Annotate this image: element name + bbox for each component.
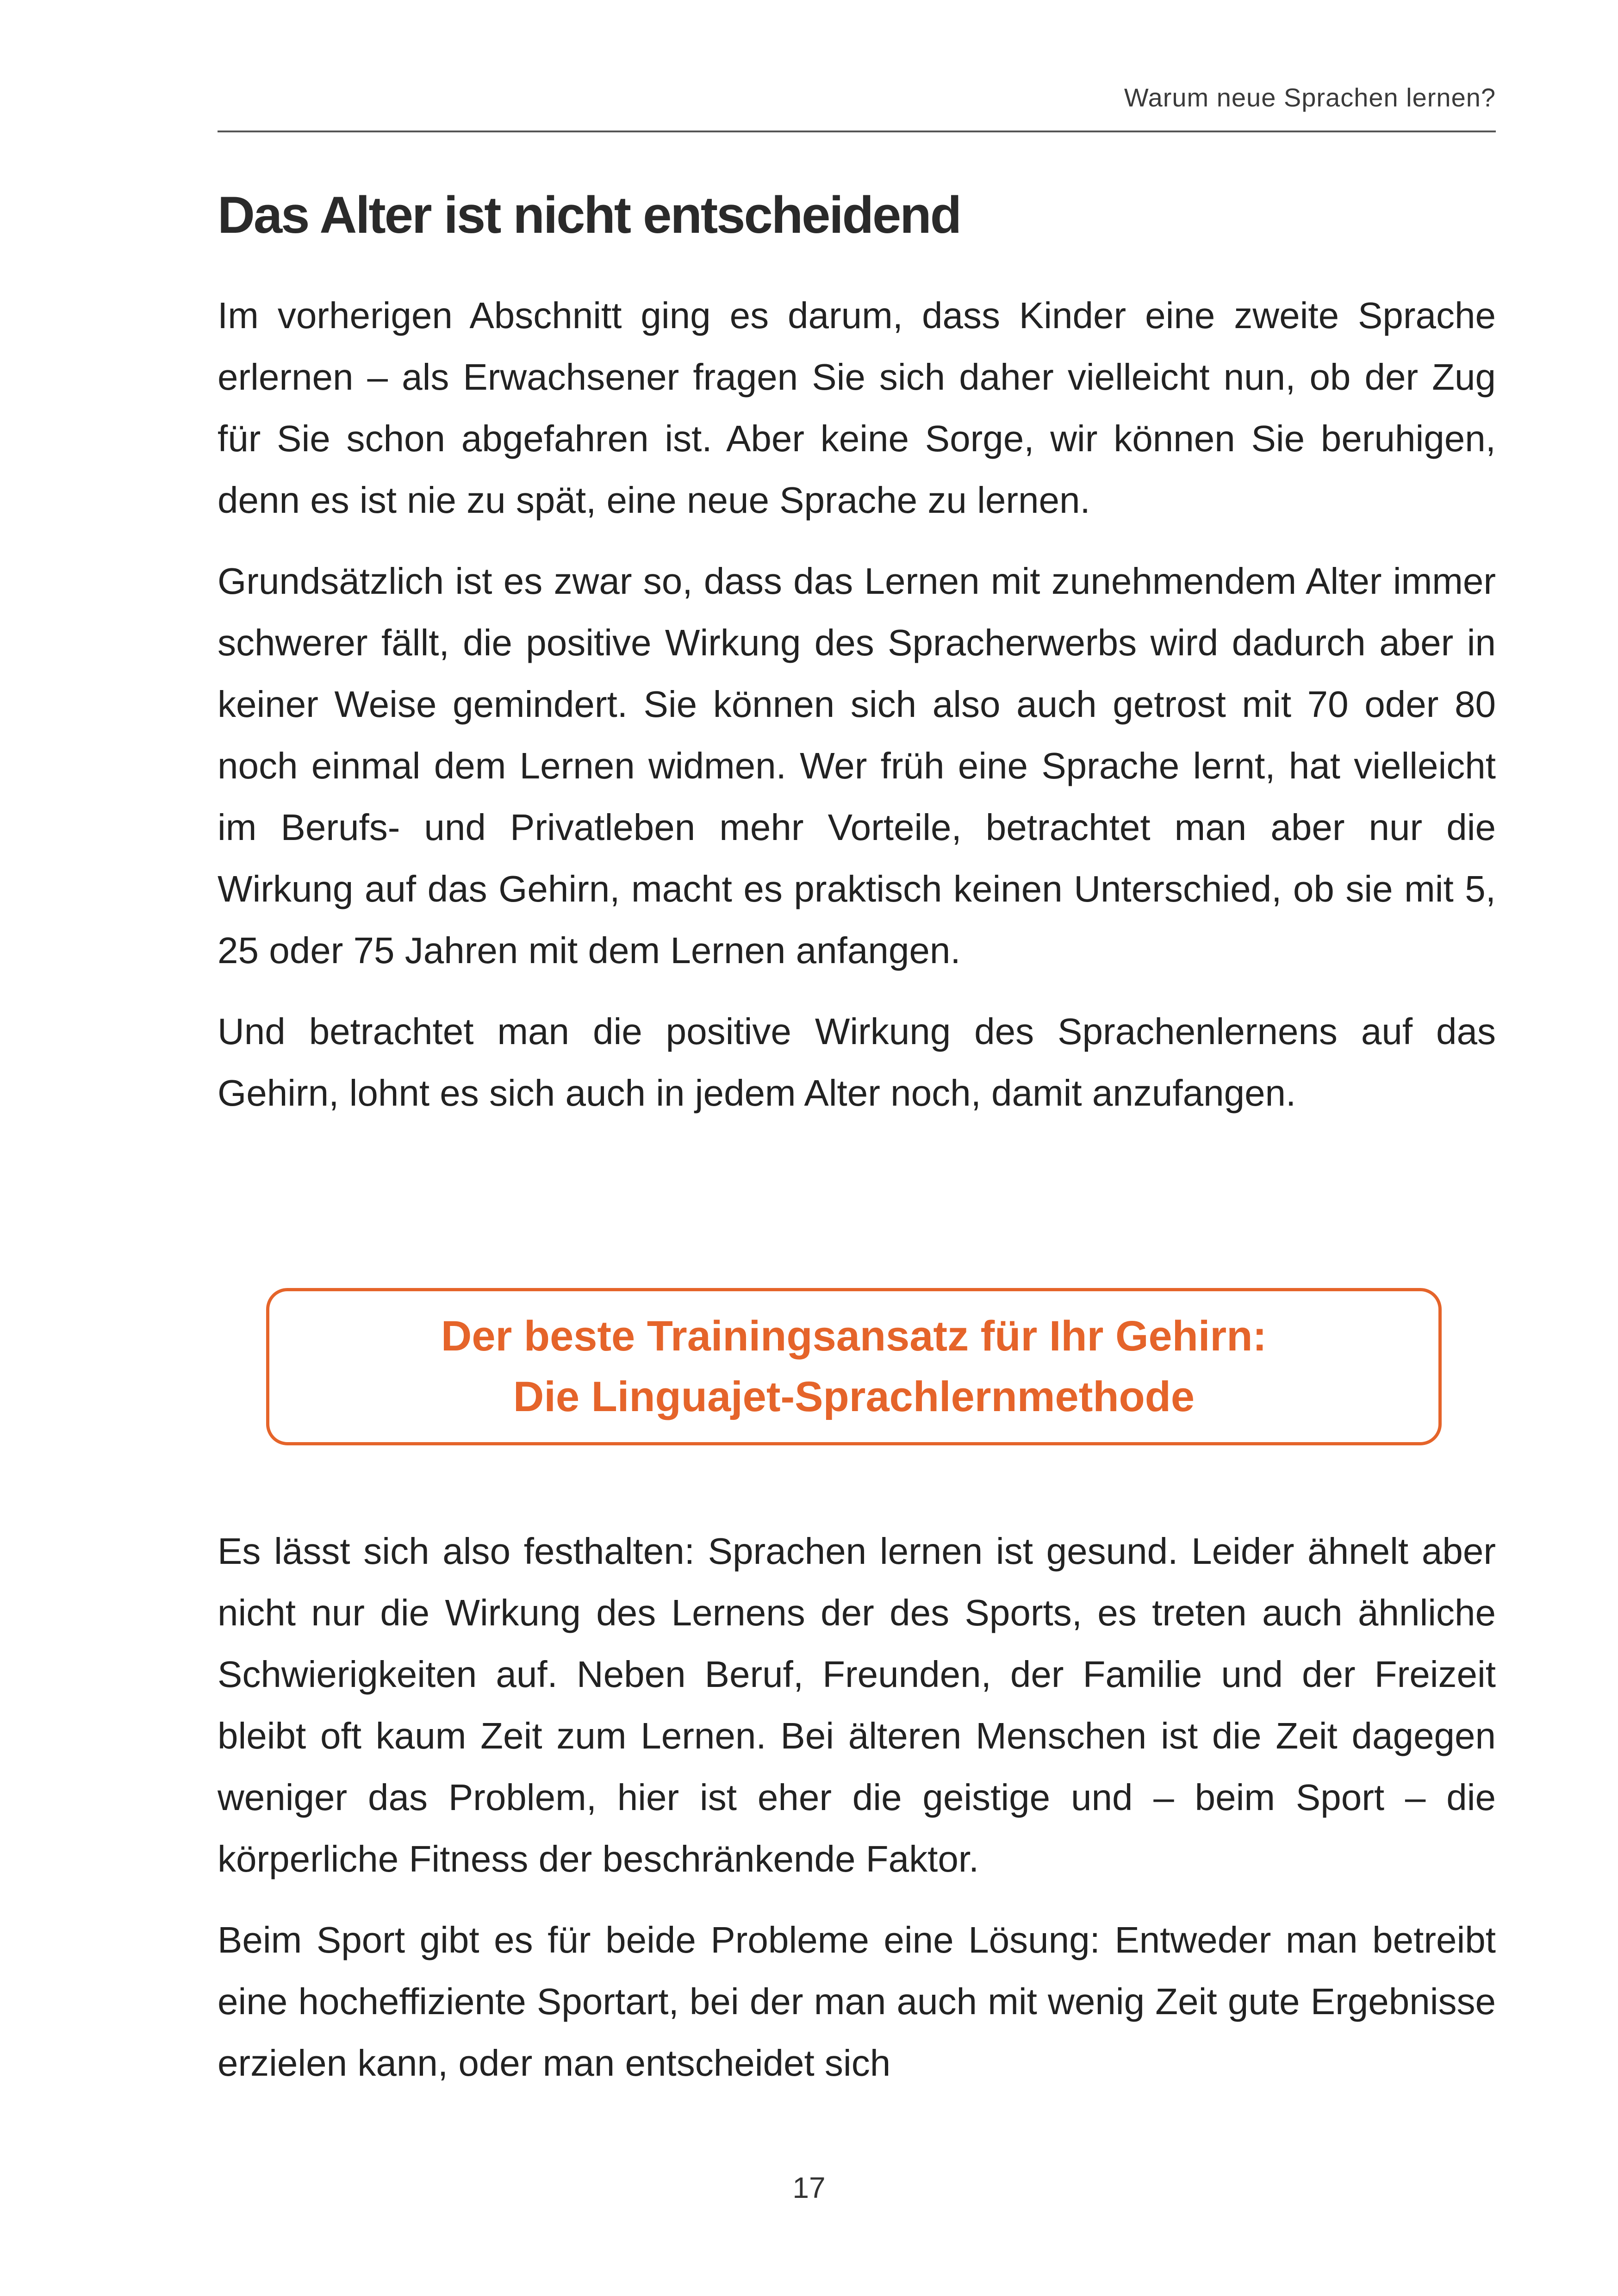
page-number: 17 [792,2171,826,2204]
body-text-lower [218,1520,1496,2113]
section-title: Das Alter ist nicht entscheidend [218,186,961,244]
running-header: Warum neue Sprachen lernen? [1124,83,1496,112]
callout-box [266,1288,1442,1445]
paragraph: Es lässt sich also festhalten: Sprachen lernen ist gesund. Leider ähnelt aber nicht nur die Wirkung des Lernens der des Sports, es treten auch ähnliche Schwierigkeiten auf. Neben Beruf, Freunden, der Familie und der Freizeit bleibt oft kaum Zeit zum Lernen. Bei älteren Menschen ist die Zeit dagegen weniger das Problem, hier ist eher die geistige und – beim Sport – die körperliche Fitness der beschränkende Faktor. [218,1531,1496,1879]
callout-line-2: Die Linguajet-Sprachlernmethode [513,1373,1195,1420]
body-text-upper [218,285,1496,1143]
paragraph: Und betrachtet man die positive Wirkung des Sprachenlernens auf das Gehirn, lohnt es sich auch in jedem Alter noch, damit anzufangen. [218,1011,1496,1114]
callout-line-1: Der beste Trainingsansatz für Ihr Gehirn: [441,1313,1267,1360]
paragraph: Beim Sport gibt es für beide Probleme eine Lösung: Entweder man betreibt eine hocheffiziente Sportart, bei der man auch mit wenig Zeit gute Ergebnisse erzielen kann, oder man entscheidet sich [218,1919,1496,2084]
paragraph: Im vorherigen Abschnitt ging es darum, dass Kinder eine zweite Sprache erlernen – als Erwachsener fragen Sie sich daher vielleicht nun, ob der Zug für Sie schon abgefahren ist. Aber keine Sorge, wir können Sie beruhigen, denn es ist nie zu spät, eine neue Sprache zu lernen. [218,295,1496,521]
header-divider [218,131,1496,132]
paragraph: Grundsätzlich ist es zwar so, dass das Lernen mit zunehmendem Alter immer schwerer fällt, die positive Wirkung des Spracherwerbs wird dadurch aber in keiner Weise gemindert. Sie können sich also auch getrost mit 70 oder 80 noch einmal dem Lernen widmen. Wer früh eine Sprache lernt, hat vielleicht im Berufs- und Privatleben mehr Vorteile, betrachtet man aber nur die Wirkung auf das Gehirn, macht es praktisch keinen Unterschied, ob sie mit 5, 25 oder 75 Jahren mit dem Lernen anfangen. [218,560,1496,971]
